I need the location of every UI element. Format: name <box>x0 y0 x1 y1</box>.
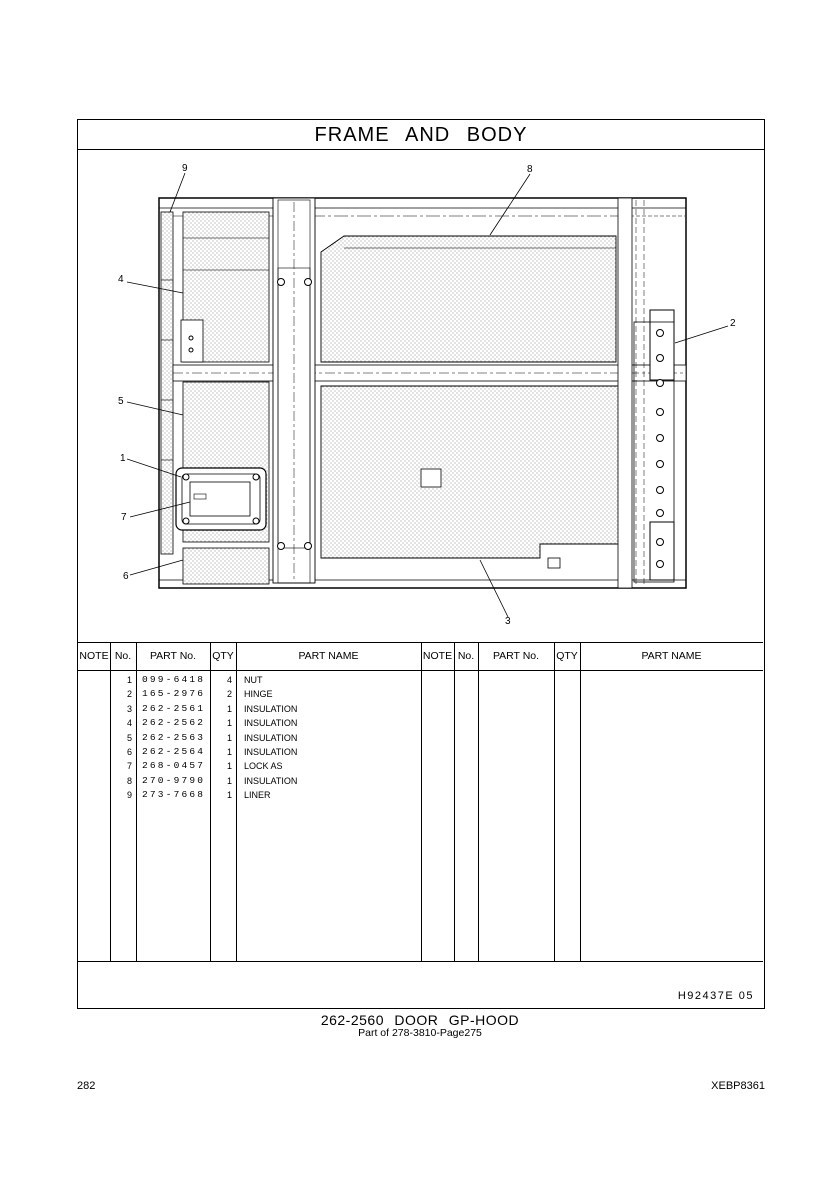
table-cell-part-no: 262-2561 <box>142 702 206 714</box>
caption-title: 262-2560 DOOR GP-HOOD <box>320 1012 520 1028</box>
table-cell-no: 7 <box>126 761 132 772</box>
header-qty: QTY <box>212 650 234 662</box>
callout-4: 4 <box>118 274 124 285</box>
table-cell-no: 5 <box>126 732 132 743</box>
table-cell-no: 4 <box>126 718 132 729</box>
callout-1: 1 <box>120 453 126 464</box>
header-qty-right: QTY <box>556 650 578 662</box>
table-cell-name: INSULATION <box>244 775 298 786</box>
header-part-name-right: PART NAME <box>641 650 702 662</box>
callout-2: 2 <box>730 318 736 329</box>
table-cell-qty: 4 <box>226 675 232 685</box>
insulation-3 <box>321 386 626 558</box>
header-note: NOTE <box>79 650 109 662</box>
callout-5: 5 <box>118 396 124 407</box>
illustration-code: H92437E 05 <box>677 990 754 1002</box>
table-cell-name: INSULATION <box>244 718 298 729</box>
table-cell-name: INSULATION <box>244 732 298 743</box>
table-cell-name: INSULATION <box>244 747 298 757</box>
header-part-no: PART No. <box>149 650 197 662</box>
hinge-upper <box>650 310 674 380</box>
table-cell-qty: 1 <box>226 790 232 801</box>
parts-table <box>78 642 763 961</box>
insulation-6 <box>183 548 269 584</box>
table-cell-qty: 1 <box>226 703 232 714</box>
table-cell-qty: 1 <box>226 747 232 757</box>
table-cell-part-no: 165-2976 <box>142 688 206 700</box>
table-cell-part-no: 270-9790 <box>142 774 206 786</box>
parts-frame <box>77 119 765 1009</box>
table-cell-name: LOCK AS <box>244 761 283 772</box>
section-title: FRAME AND BODY <box>78 120 764 150</box>
callout-8: 8 <box>527 164 533 175</box>
table-cell-no: 8 <box>126 775 132 786</box>
table-cell-qty: 1 <box>226 775 232 786</box>
header-no-right: No. <box>457 650 475 662</box>
table-cell-qty: 1 <box>226 761 232 772</box>
callout-9: 9 <box>182 163 188 174</box>
table-cell-qty: 1 <box>226 718 232 729</box>
header-no: No. <box>114 650 132 662</box>
exploded-view-illustration <box>78 150 763 643</box>
table-cell-no: 9 <box>126 790 132 801</box>
page-number: 282 <box>77 1080 96 1092</box>
table-cell-name: LINER <box>244 790 271 801</box>
caption-subtitle: Part of 278-3810-Page275 <box>358 1027 482 1039</box>
table-cell-no: 1 <box>126 675 132 685</box>
right-frame-rail <box>618 198 632 588</box>
table-cell-part-no: 262-2563 <box>142 731 206 743</box>
lock-assembly <box>176 468 266 530</box>
table-cell-part-no: 262-2564 <box>142 746 206 757</box>
table-cell-part-no: 268-0457 <box>142 760 206 772</box>
table-cell-part-no: 273-7668 <box>142 789 206 801</box>
table-cell-no: 2 <box>126 689 132 700</box>
table-cell-name: INSULATION <box>244 703 298 714</box>
table-cell-part-no: 262-2562 <box>142 717 206 729</box>
table-cell-name: HINGE <box>244 689 273 700</box>
liner-strip <box>161 212 173 554</box>
header-part-no-right: PART No. <box>492 650 540 662</box>
bracket <box>181 320 203 362</box>
table-cell-part-no: 099-6418 <box>142 674 206 685</box>
header-part-name: PART NAME <box>298 650 359 662</box>
callout-6: 6 <box>123 571 129 582</box>
callout-7: 7 <box>121 512 127 523</box>
table-cell-name: NUT <box>244 675 263 685</box>
table-cell-no: 6 <box>126 747 132 757</box>
hinge-lower <box>650 522 674 580</box>
table-cell-qty: 2 <box>226 689 232 700</box>
table-cell-qty: 1 <box>226 732 232 743</box>
table-cell-no: 3 <box>126 703 132 714</box>
header-note-right: NOTE <box>422 650 453 662</box>
insulation-8 <box>321 236 616 362</box>
document-id: XEBP8361 <box>711 1080 765 1092</box>
callout-3: 3 <box>505 616 511 627</box>
